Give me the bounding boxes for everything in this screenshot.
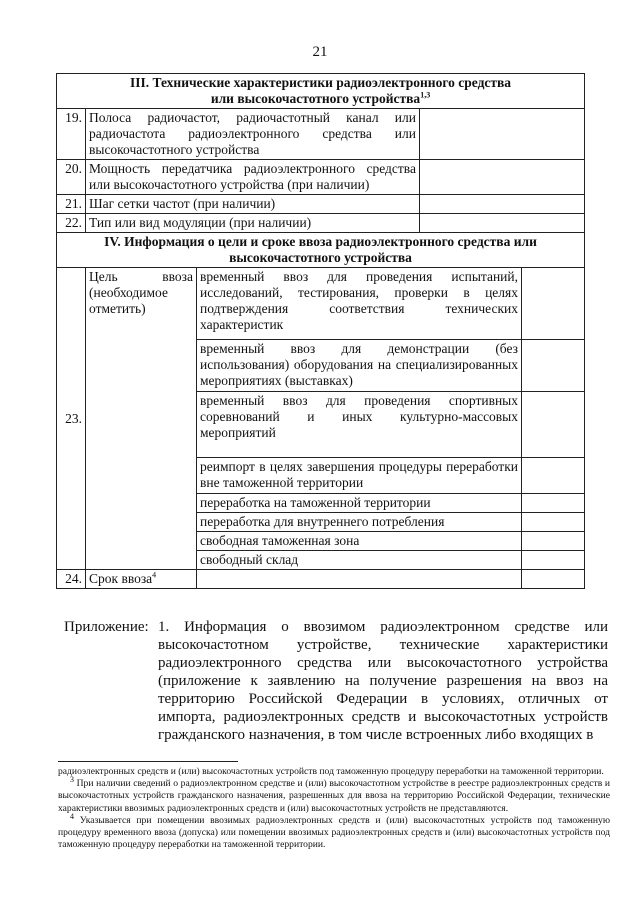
page-number: 21 — [312, 44, 328, 60]
purpose-option: реимпорт в целях завершения процедуры переработки вне таможенной территории — [197, 458, 522, 494]
footnote-4: $^4$ Указывается при помещении ввозимых радиоэлектронных средств и (или) высокочастотных устройств под таможенную процедуру временного ввоза (допуска) или помещении ввозимых радиоэлектронных средств и (или) высокочастотных устройств под таможенную процедуру переработки на таможенной территории. — [58, 811, 610, 851]
purpose-checkbox-cell[interactable] — [522, 494, 585, 513]
table-row — [57, 109, 585, 160]
table-row — [57, 214, 585, 233]
purpose-checkbox-cell[interactable] — [522, 551, 585, 570]
purpose-option: временный ввоз для проведения спортивных соревнований и иных культурно-массовых мероприятий — [197, 392, 522, 458]
row-number: 23. — [57, 268, 86, 570]
value-cell[interactable] — [420, 195, 585, 214]
appendix-label: Приложение: — [64, 619, 149, 635]
purpose-option: переработка на таможенной территории — [197, 494, 522, 513]
value-cell[interactable] — [522, 570, 585, 589]
row-label: Срок ввоза$^4$ — [86, 570, 197, 589]
purpose-option: временный ввоз для проведения испытаний, исследований, тестирования, проверки в целях подтверждения соответствия технических характеристик — [197, 268, 522, 340]
purpose-label: Цель ввоза (необходимое отметить) — [86, 268, 197, 570]
purpose-checkbox-cell[interactable] — [522, 458, 585, 494]
row-number: 21. — [57, 195, 86, 214]
purpose-option: переработка для внутреннего потребления — [197, 513, 522, 532]
row-label: Мощность передатчика радиоэлектронного средства или высокочастотного устройства (при наличии) — [86, 160, 420, 195]
row-number: 19. — [57, 109, 86, 160]
row-label: Шаг сетки частот (при наличии) — [86, 195, 420, 214]
row-number: 20. — [57, 160, 86, 195]
section-4-title: IV. Информация о цели и сроке ввоза радиоэлектронного средства или высокочастотного устройства — [57, 233, 585, 268]
purpose-checkbox-cell[interactable] — [522, 532, 585, 551]
application-form-table — [56, 73, 585, 589]
table-row — [57, 570, 585, 589]
row-label: Тип или вид модуляции (при наличии) — [86, 214, 420, 233]
value-cell[interactable] — [420, 214, 585, 233]
appendix-text: 1. Информация о ввозимом радиоэлектронном средстве или высокочастотном устройстве, технические характеристики радиоэлектронного средства или высокочастотного устройства (приложение к заявлению на получение разрешения на ввоз на территорию Российской Федерации в условиях, отличных от импорта, радиоэлектронных средств и высокочастотных устройств гражданского назначения, в том числе встроенных либо входящих в — [158, 619, 608, 743]
value-cell[interactable] — [420, 160, 585, 195]
footnotes — [58, 766, 610, 851]
row-number: 24. — [57, 570, 86, 589]
purpose-option: свободная таможенная зона — [197, 532, 522, 551]
row-label: Полоса радиочастот, радиочастотный канал или радиочастота радиоэлектронного средства или высокочастотного устройства — [86, 109, 420, 160]
section-3-title: III. Технические характеристики радиоэлектронного средства или высокочастотного устройства$^{1,3}$ — [57, 74, 585, 109]
table-row — [57, 195, 585, 214]
purpose-checkbox-cell[interactable] — [522, 392, 585, 458]
footnote-continuation: радиоэлектронных средств и (или) высокочастотных устройств под таможенную процедуру переработки на таможенной территории. — [58, 766, 604, 777]
purpose-checkbox-cell[interactable] — [522, 340, 585, 392]
purpose-option-row — [57, 268, 585, 340]
footnote-divider — [58, 761, 238, 762]
section-4-header — [57, 233, 585, 268]
row-number: 22. — [57, 214, 86, 233]
value-cell[interactable] — [420, 109, 585, 160]
value-cell[interactable] — [197, 570, 522, 589]
purpose-checkbox-cell[interactable] — [522, 268, 585, 340]
purpose-checkbox-cell[interactable] — [522, 513, 585, 532]
table-row — [57, 160, 585, 195]
purpose-option: временный ввоз для демонстрации (без использования) оборудования на специализированных мероприятиях (выставках) — [197, 340, 522, 392]
section-3-header — [57, 74, 585, 109]
footnote-3: $^3$ При наличии сведений о радиоэлектронном средстве и (или) высокочастотном устройстве в реестре радиоэлектронных средств и высокочастотных устройств гражданского назначения, разрешенных для ввоза на территорию Российской Федерации, технические характеристики ввозимых радиоэлектронных средств и (или) высокочастотных устройств не представляются. — [58, 775, 610, 814]
purpose-option: свободный склад — [197, 551, 522, 570]
